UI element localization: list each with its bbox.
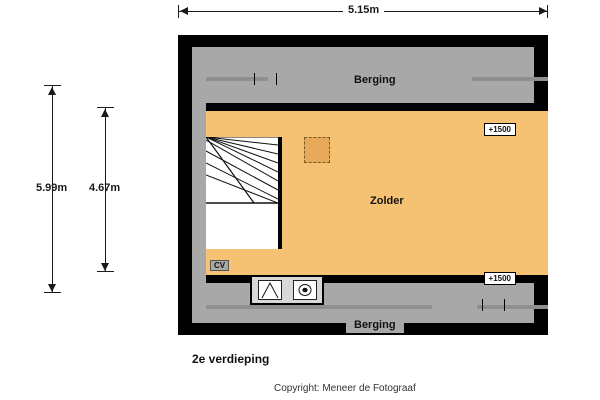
shaft-hatch (304, 137, 330, 163)
staircase (206, 137, 282, 249)
window-top-left (206, 77, 268, 81)
arrow-right-icon (539, 7, 547, 15)
arrow-up-icon (101, 109, 109, 117)
dimension-tick-bottom (44, 292, 61, 293)
window-divider-icon (254, 73, 255, 85)
arrow-left-icon (180, 7, 188, 15)
dimension-tick-top (44, 85, 61, 86)
sink-icon (258, 280, 282, 300)
height-marker-lower: +1500 (484, 272, 516, 285)
height-marker-upper: +1500 (484, 123, 516, 136)
cv-unit-label: CV (210, 260, 229, 271)
toilet-icon (293, 280, 317, 300)
height-inner-dimension-label: 4.67m (89, 182, 121, 194)
fixture-group (250, 275, 324, 305)
dimension-tick-left (178, 5, 179, 18)
floorplan (178, 35, 548, 335)
window-divider-icon (482, 299, 483, 311)
inner-wall-top (206, 103, 548, 111)
arrow-down-icon (101, 263, 109, 271)
width-dimension-label: 5.15m (343, 4, 384, 16)
dimension-tick-right (547, 5, 548, 18)
window-divider-icon (276, 73, 277, 85)
copyright-notice: Copyright: Meneer de Fotograaf (274, 383, 416, 394)
arrow-up-icon (48, 87, 56, 95)
dimension-tick-top (97, 107, 114, 108)
window-bottom-left (206, 305, 432, 309)
window-divider-icon (504, 299, 505, 311)
floorplan-interior (192, 47, 534, 331)
page-title: 2e verdieping (192, 352, 270, 366)
height-outer-dimension-label: 5.99m (36, 182, 68, 194)
room-label-zolder: Zolder (370, 195, 404, 207)
arrow-down-icon (48, 284, 56, 292)
window-bottom-right (477, 305, 548, 309)
room-label-berging-bottom: Berging (346, 317, 404, 333)
dimension-tick-bottom (97, 271, 114, 272)
window-top-right (472, 77, 548, 81)
room-label-berging-top: Berging (346, 72, 404, 88)
staircase-steps-icon (206, 137, 278, 249)
